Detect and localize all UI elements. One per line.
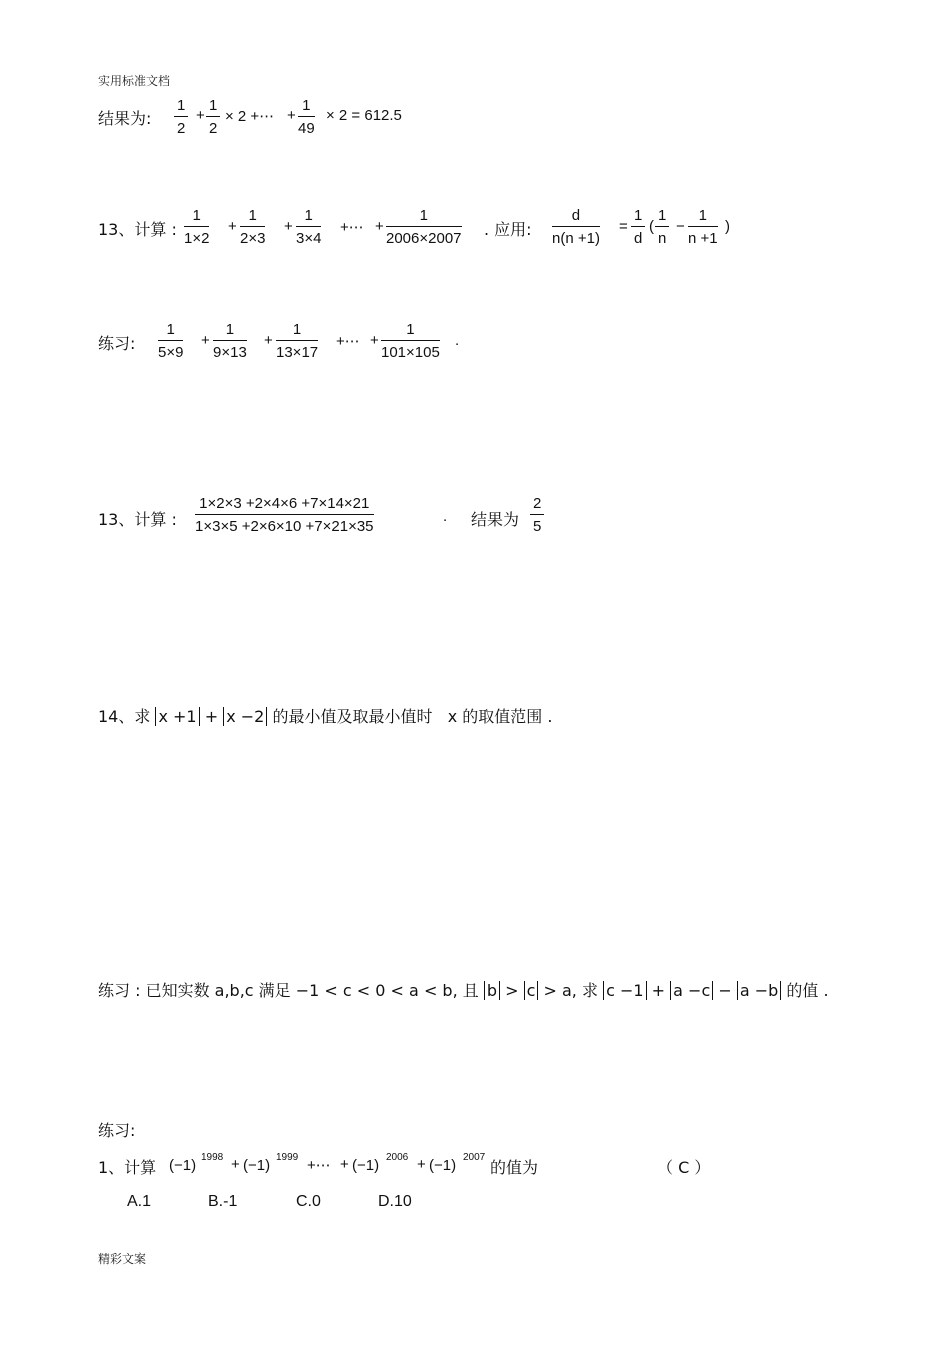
fraction: $\frac{1\times 2\times 3 +2\times 4\times 6 +7\times 14\times 21}{1\times 3\times 5 +2\times 6\times 10 +7\times 21\times 35}$ [195,495,374,535]
plus-sign: + [370,332,379,349]
power-base: (−1) [352,1157,380,1174]
page-footer: 精彩文案 [98,1252,147,1266]
practice-text: 练习 : 已知实数 a,b,c 满足 −1 < c < 0 < a < b, 且 [98,981,479,1000]
fraction: $\frac{1}{13\times 17}$ [276,321,319,361]
question-text: 的值为 [490,1158,539,1177]
plus-sign: + [651,981,666,1000]
right-paren: ) [725,218,730,235]
times-ellipsis: × 2 +⋯ [225,108,275,125]
question-label: 1、计算 [98,1158,157,1177]
fraction: $\frac{1}{2}$ [174,98,188,136]
plus-sign: + [231,1156,240,1173]
fraction: $\frac{1}{n}$ [655,208,669,246]
abs-expression: a −b [737,981,781,1000]
abs-expression: x −2 [223,707,267,726]
question-label: 13、计算 : [98,510,177,529]
fraction: $\frac{1}{2}$ [206,98,220,136]
plus-sign: + [284,218,293,235]
practice-text: 的值 . [786,981,829,1000]
ellipsis: +⋯ [336,333,360,350]
option-d: D.10 [378,1193,412,1210]
option-b: B.-1 [208,1193,238,1210]
question-14 [98,704,552,727]
fraction: $\frac{1}{3\times 4}$ [296,207,322,247]
plus-sign: + [204,707,219,726]
minus-sign: − [676,218,685,235]
abs-expression: b [484,981,500,1000]
exponent: 2007 [463,1152,486,1163]
result-label: 结果为: [98,109,152,128]
question-text: 的最小值及取最小值时 [272,707,433,726]
practice-label: 练习: [98,1121,136,1140]
question-label: 14、求 [98,707,151,726]
ellipsis: +⋯ [307,1157,331,1174]
fraction: $\frac{1}{49}$ [298,97,315,137]
question-text: 的取值范围 . [462,707,553,726]
practice-label: 练习: [98,334,136,353]
apply-label: . 应用: [484,220,532,239]
ellipsis: +⋯ [340,219,364,236]
plus-sign: + [196,107,205,124]
minus-sign: − [718,981,732,1000]
fraction: $\frac{d}{n(n +1)}$ [552,207,600,247]
exponent: 2006 [386,1152,409,1163]
plus-sign: + [340,1156,349,1173]
greater-sign: > [505,981,519,1000]
fraction: $\frac{1}{2006\times 2007}$ [386,207,462,247]
fraction: $\frac{1}{1\times 2}$ [184,207,210,247]
plus-sign: + [417,1156,426,1173]
abs-expression: a −c [670,981,713,1000]
option-a: A.1 [127,1193,152,1210]
practice-2 [98,978,829,1001]
plus-sign: + [264,332,273,349]
plus-sign: + [375,218,384,235]
exponent: 1998 [201,1152,224,1163]
plus-sign: + [287,107,296,124]
variable: x [447,707,458,726]
fraction: $\frac{1}{d}$ [631,208,645,246]
practice-text: > a, 求 [543,981,598,1000]
abs-expression: c −1 [603,981,646,1000]
power-base: (−1) [169,1157,197,1174]
question-label: 13、计算 : [98,220,177,239]
abs-expression: x +1 [155,707,199,726]
power-base: (−1) [429,1157,457,1174]
abs-expression: c [524,981,539,1000]
answer: （ C ） [657,1158,711,1177]
exponent: 1999 [276,1152,299,1163]
fraction: $\frac{2}{5}$ [530,496,544,534]
result-value: × 2 = 612.5 [326,107,402,124]
power-base: (−1) [243,1157,271,1174]
fraction: $\frac{1}{5\times 9}$ [158,321,184,361]
page-header: 实用标准文档 [98,74,171,88]
period: . [455,332,460,349]
fraction: $\frac{1}{9\times 13}$ [213,321,247,361]
fraction: $\frac{1}{n +1}$ [688,207,718,247]
option-c: C.0 [296,1193,321,1210]
fraction: $\frac{1}{101\times 105}$ [381,321,440,361]
fraction: $\frac{1}{2\times 3}$ [240,207,266,247]
plus-sign: + [228,218,237,235]
plus-sign: + [201,332,210,349]
left-paren: ( [649,218,654,235]
period: . [443,508,448,525]
equals-sign: = [619,218,628,235]
result-label: 结果为 [471,510,520,529]
